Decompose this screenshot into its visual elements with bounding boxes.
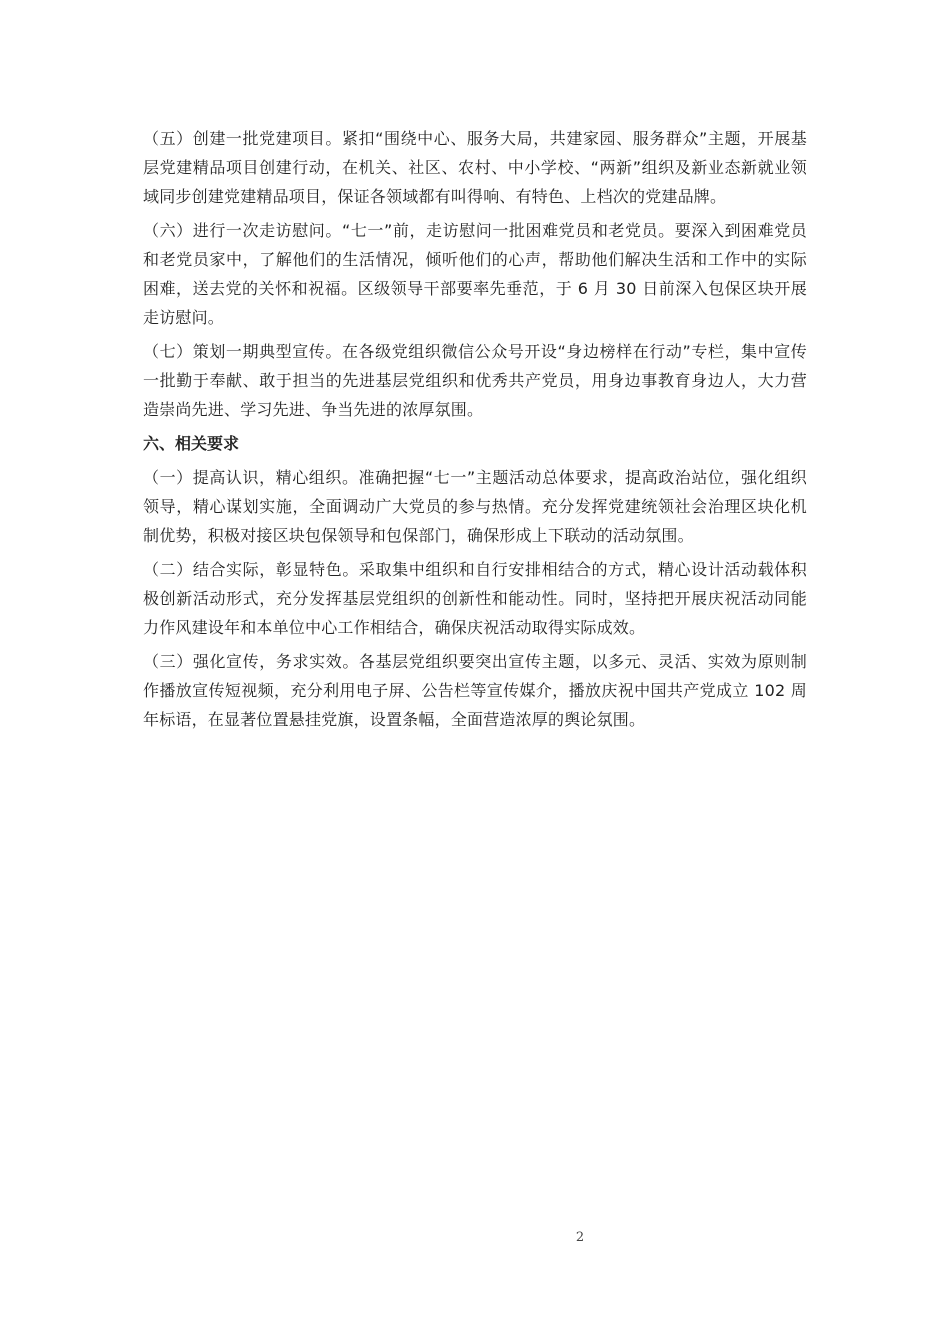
requirement-promotion: （三）强化宣传，务求实效。各基层党组织要突出宣传主题，以多元、灵活、实效为原则制作播放宣传短视频，充分利用电子屏、公告栏等宣传媒介，播放庆祝中国共产党成立 102 周年标语，在显著位置悬挂党旗，设置条幅，全面营造浓厚的舆论氛围。	[143, 652, 807, 729]
requirement-awareness: （一）提高认识，精心组织。准确把握“七一”主题活动总体要求，提高政治站位，强化组织领导，精心谋划实施，全面调动广大党员的参与热情。充分发挥党建统领社会治理区块化机制优势，积极对接区块包保领导和包保部门，确保形成上下联动的活动氛围。	[143, 468, 807, 545]
paragraph-visit: （六）进行一次走访慰问。“七一”前，走访慰问一批困难党员和老党员。要深入到困难党员和老党员家中，了解他们的生活情况，倾听他们的心声，帮助他们解决生活和工作中的实际困难，送去党的关怀和祝福。区级领导干部要率先垂范，于 6 月 30 日前深入包保区块开展走访慰问。	[143, 221, 807, 327]
requirement-practice: （二）结合实际，彰显特色。采取集中组织和自行安排相结合的方式，精心设计活动载体积极创新活动形式，充分发挥基层党组织的创新性和能动性。同时，坚持把开展庆祝活动同能力作风建设年和本单位中心工作相结合，确保庆祝活动取得实际成效。	[143, 560, 807, 637]
section-heading: 六、相关要求	[143, 434, 240, 453]
paragraph-publicity: （七）策划一期典型宣传。在各级党组织微信公众号开设“身边榜样在行动”专栏，集中宣传一批勤于奉献、敢于担当的先进基层党组织和优秀共产党员，用身边事教育身边人，大力营造崇尚先进、学习先进、争当先进的浓厚氛围。	[143, 342, 807, 419]
page-number: 2	[575, 1230, 585, 1245]
document-body	[143, 124, 807, 739]
paragraph-project: （五）创建一批党建项目。紧扣“围绕中心、服务大局，共建家园、服务群众”主题，开展基层党建精品项目创建行动，在机关、社区、农村、中小学校、“两新”组织及新业态新就业领域同步创建党建精品项目，保证各领域都有叫得响、有特色、上档次的党建品牌。	[143, 129, 807, 206]
